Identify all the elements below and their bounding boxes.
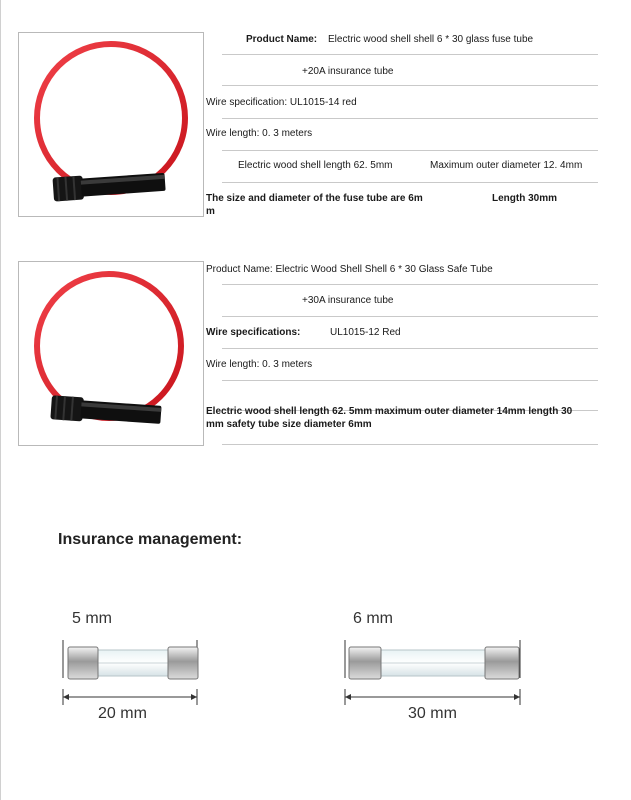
spec-divider xyxy=(222,54,598,55)
spec-divider xyxy=(222,150,598,151)
product-2-image-frame xyxy=(18,261,204,446)
page-left-edge xyxy=(0,0,1,800)
fuse-2-left-cap xyxy=(349,647,381,679)
spec-divider xyxy=(222,118,598,119)
product-1-image-frame xyxy=(18,32,204,217)
spec-divider xyxy=(222,444,598,445)
section-title: Insurance management: xyxy=(58,531,243,548)
wire-specification-value: UL1015-12 Red xyxy=(330,327,401,338)
fuse-2-length-label: 30 mm xyxy=(408,705,457,722)
product-name: Product Name: Electric Wood Shell Shell 6 * 30 Glass Safe Tube xyxy=(206,264,493,275)
spec-divider xyxy=(222,182,598,183)
fuse-1-right-cap xyxy=(168,647,198,679)
shell-length: Electric wood shell length 62. 5mm xyxy=(238,160,393,171)
fuse-1-left-cap xyxy=(68,647,98,679)
spec-divider xyxy=(222,85,598,86)
fuse-1-diameter-label: 5 mm xyxy=(72,610,112,627)
glass-fuse-1 xyxy=(55,638,215,688)
fuse-holder-wire-image-2 xyxy=(19,262,203,445)
wire-length: Wire length: 0. 3 meters xyxy=(206,359,313,370)
wire-specification-label: Wire specifications: xyxy=(206,327,301,338)
red-wire-loop xyxy=(37,44,185,192)
fuse-tube-size-wrap: m xyxy=(206,206,215,217)
fuse-holder-wire-image-1 xyxy=(19,33,203,216)
wire-specification: Wire specification: UL1015-14 red xyxy=(206,97,357,108)
fuse-2-length-dimension-line xyxy=(333,688,533,706)
fuse-1-length-label: 20 mm xyxy=(98,705,147,722)
fuse-holder-body xyxy=(50,395,161,427)
spec-divider xyxy=(222,284,598,285)
glass-fuse-2 xyxy=(333,638,533,688)
product-name-label: Product Name: xyxy=(246,34,318,45)
fuse-2-diameter-label: 6 mm xyxy=(353,610,393,627)
fuse-rating: +20A insurance tube xyxy=(302,66,394,77)
outer-diameter: Maximum outer diameter 12. 4mm xyxy=(430,160,583,171)
product-name-value: Electric wood shell shell 6 * 30 glass fuse tube xyxy=(328,34,534,45)
fuse-1-length-dimension-line xyxy=(55,688,215,706)
fuse-tube-length: Length 30mm xyxy=(492,193,558,204)
spec-divider xyxy=(222,316,598,317)
fuse-rating: +30A insurance tube xyxy=(302,295,394,306)
spec-divider xyxy=(222,380,598,381)
spec-divider xyxy=(222,348,598,349)
fuse-tube-size: The size and diameter of the fuse tube are 6m xyxy=(206,193,423,204)
wire-length: Wire length: 0. 3 meters xyxy=(206,128,313,139)
fuse-2-right-cap xyxy=(485,647,519,679)
fuse-holder-body xyxy=(52,170,165,202)
shell-and-tube-dimensions: Electric wood shell length 62. 5mm maximum outer diameter 14mm length 30 mm safety tube size diameter 6mm xyxy=(206,406,573,430)
